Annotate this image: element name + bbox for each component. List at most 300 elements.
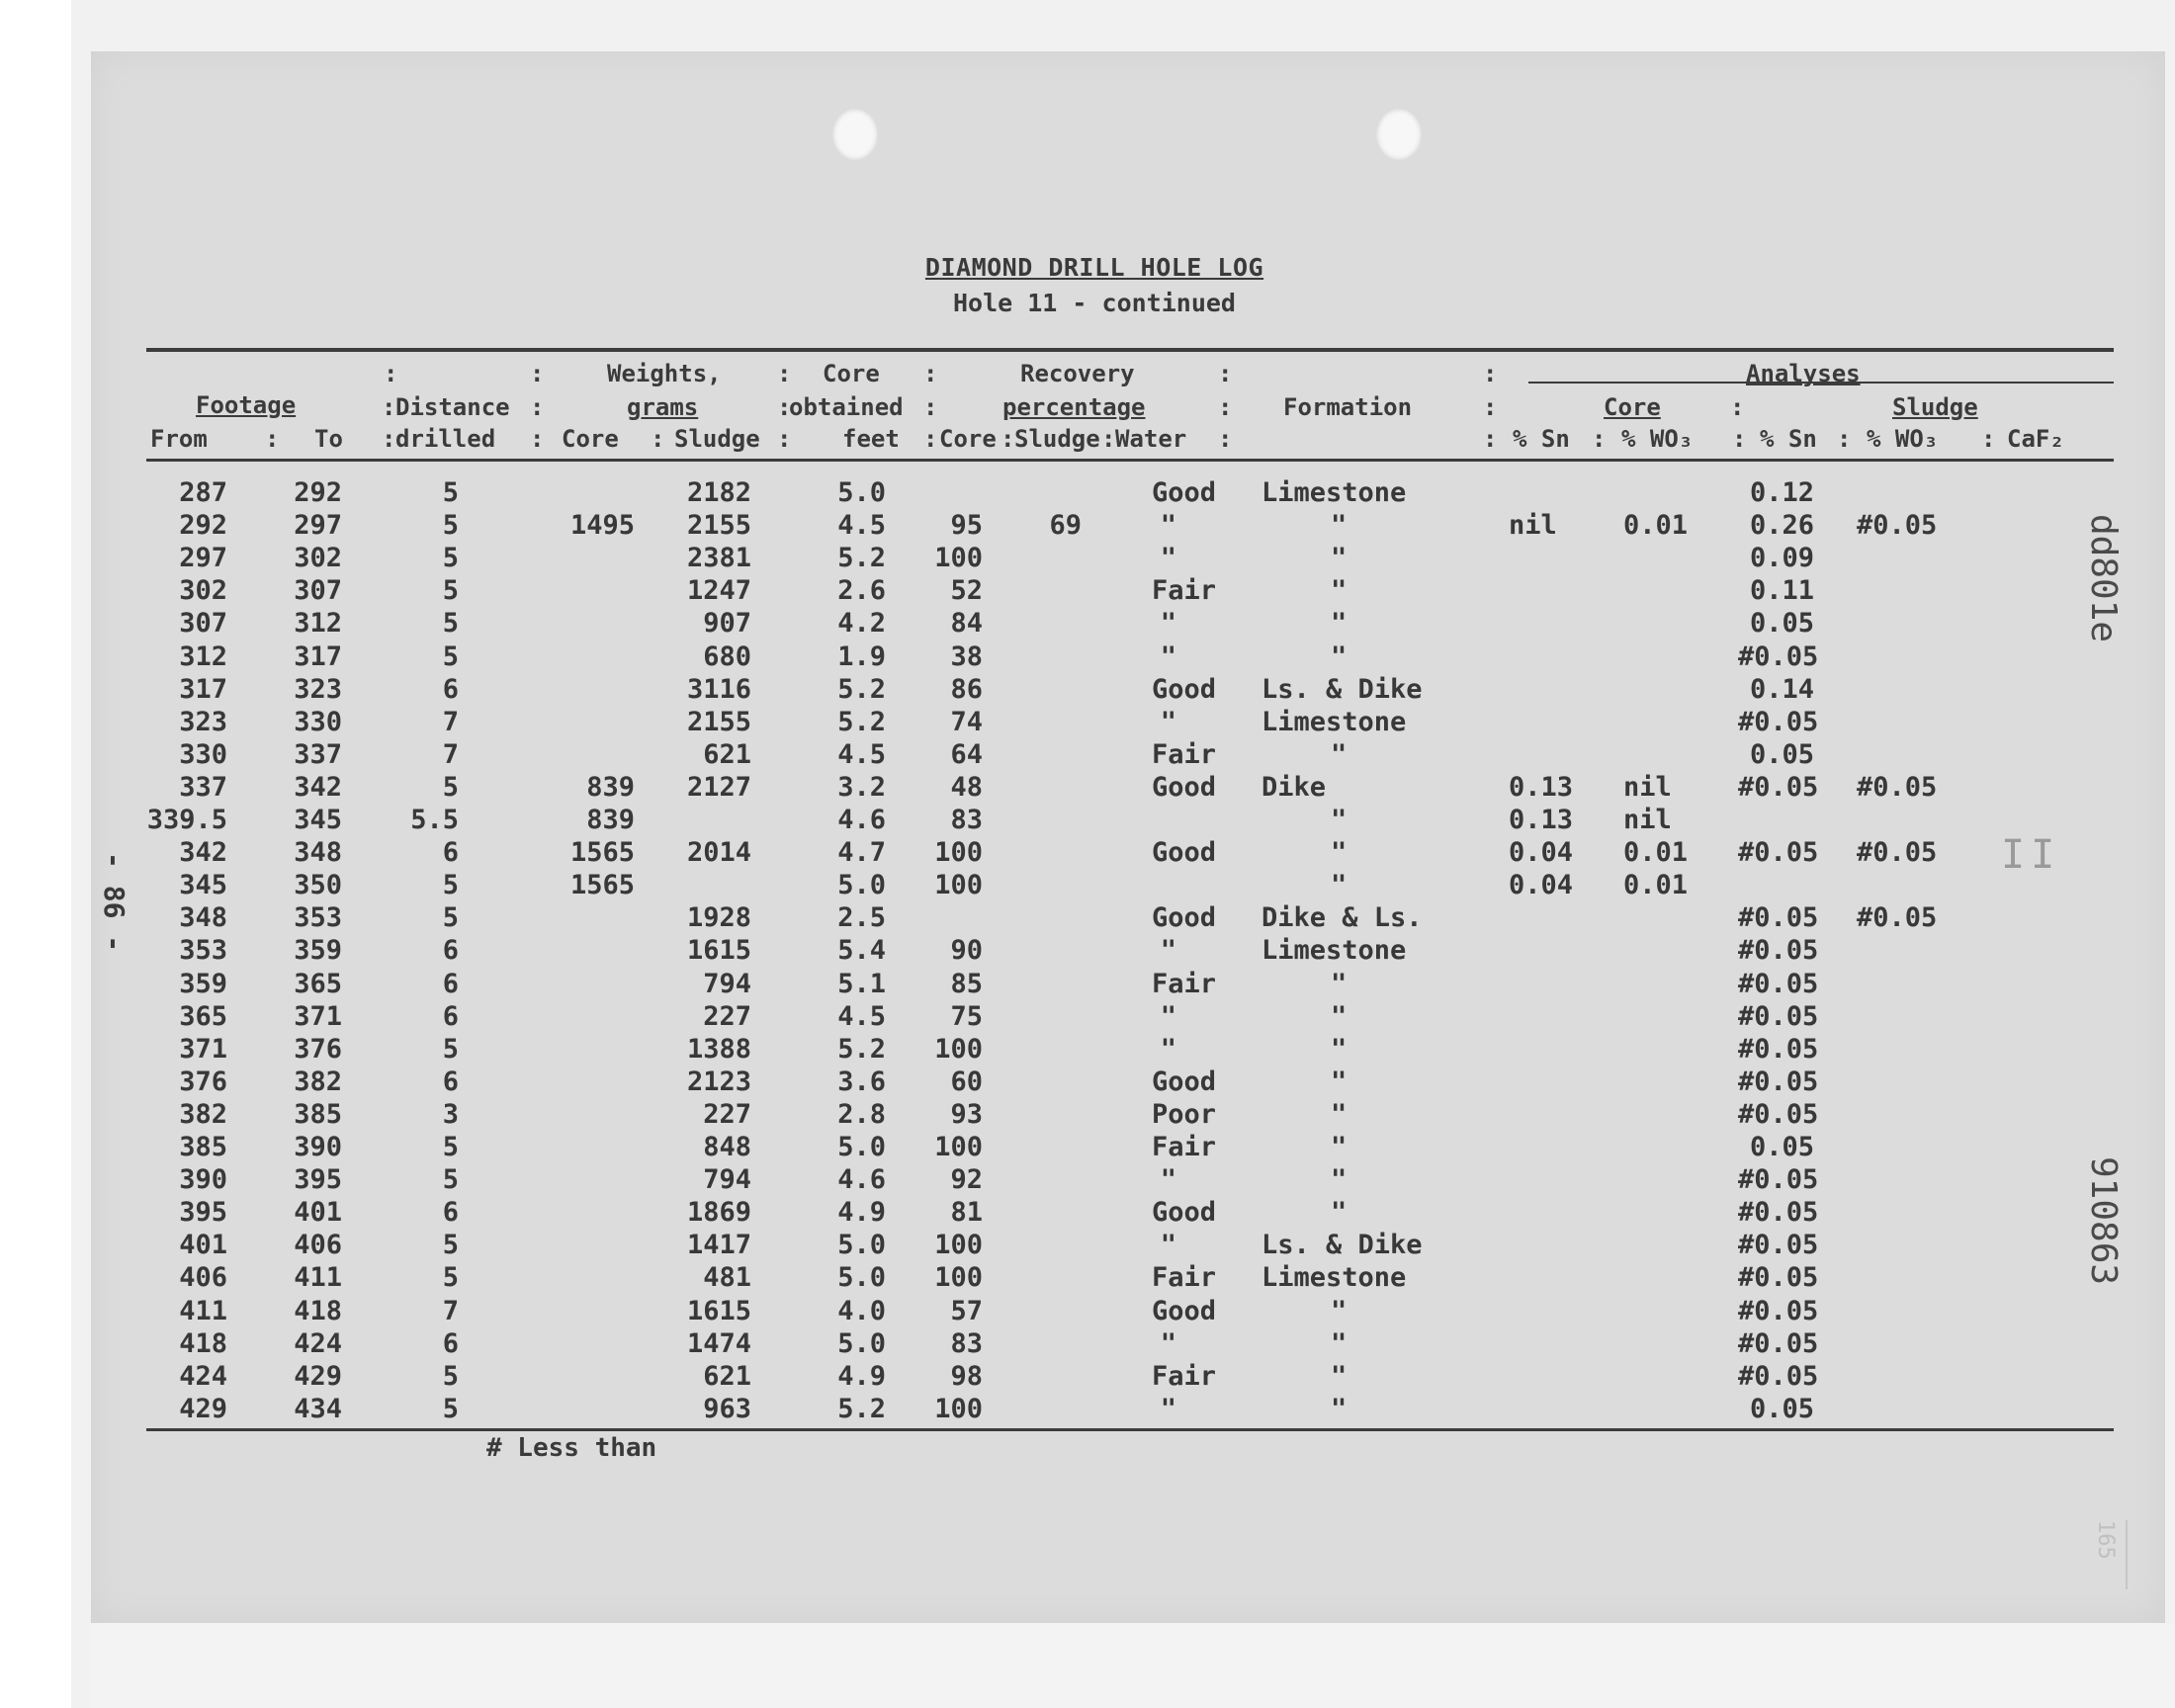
cell-formation: " [1331,1327,1348,1359]
document-title: DIAMOND DRILL HOLE LOG [924,253,1264,282]
cell-recovery-core: 74 [950,706,983,737]
cell-sludge-sn: #0.05 [1738,1066,1819,1097]
cell-to: 312 [294,608,342,640]
cell-weight-sludge: 1869 [686,1197,751,1229]
cell-from: 323 [179,706,227,737]
cell-formation: " [1331,837,1348,869]
cell-distance: 5 [442,477,459,508]
cell-sludge-wo3: #0.05 [1857,902,1938,934]
header-bottom-rule [146,459,2114,462]
table-row [0,1066,2175,1098]
cell-from: 359 [179,968,227,999]
cell-formation: Limestone [1262,1262,1407,1294]
header-footage: Footage [196,391,297,419]
cell-to: 418 [294,1295,342,1326]
cell-formation: " [1331,870,1348,901]
cell-core-wo3: 0.01 [1623,837,1689,869]
cell-to: 323 [294,673,342,705]
cell-distance: 5 [442,510,459,542]
header-colon: : [923,360,938,387]
cell-recovery-core: 83 [950,805,983,835]
cell-recovery-water: " [1160,1000,1176,1032]
cell-weight-sludge: 680 [703,640,751,672]
cell-core-feet: 5.0 [837,1327,886,1359]
cell-distance: 6 [442,1197,459,1229]
cell-to: 424 [294,1327,342,1359]
cell-to: 434 [294,1393,342,1424]
header-core-wo3: % WO₃ [1621,425,1694,453]
cell-recovery-water: Fair [1151,968,1216,999]
cell-weight-sludge: 2155 [686,510,751,542]
cell-core-feet: 4.6 [837,805,886,835]
cell-core-feet: 4.9 [837,1360,886,1392]
cell-weight-core: 1495 [569,510,635,542]
table-top-rule [146,348,2114,352]
cell-core-sn: 0.13 [1509,805,1574,835]
cell-to: 401 [294,1197,342,1229]
header-colon: : [1218,425,1233,453]
header-colon: : [651,425,665,453]
cell-core-wo3: nil [1623,771,1672,803]
cell-distance: 5 [442,902,459,934]
cell-weight-sludge: 227 [703,1000,751,1032]
cell-from: 337 [179,771,227,803]
cell-sludge-wo3: #0.05 [1857,837,1938,869]
header-sludge-wo3: % WO₃ [1867,425,1939,453]
cell-recovery-water: Good [1151,1066,1216,1097]
corner-mark [2088,1520,2128,1589]
cell-recovery-core: 100 [934,1230,983,1261]
cell-distance: 7 [442,1295,459,1326]
cell-sludge-sn: #0.05 [1738,968,1819,999]
cell-from: 371 [179,1033,227,1065]
cell-to: 390 [294,1132,342,1162]
cell-core-sn: 0.04 [1509,837,1574,869]
cell-formation: " [1331,1164,1348,1196]
cell-recovery-water: " [1160,543,1176,574]
cell-formation: Dike & Ls. [1262,902,1423,934]
cell-to: 317 [294,640,342,672]
table-row [0,968,2175,1000]
cell-distance: 6 [442,1066,459,1097]
cell-recovery-core: 52 [950,575,983,607]
cell-formation: Limestone [1262,477,1407,508]
cell-core-feet: 2.8 [837,1098,886,1130]
cell-distance: 6 [442,837,459,869]
header-rec-sludge: Sludge [1014,425,1100,453]
cell-core-feet: 5.2 [837,673,886,705]
cell-core-feet: 5.4 [837,935,886,967]
cell-weight-sludge: 2182 [686,477,751,508]
punch-hole-left [832,109,878,160]
header-formation: Formation [1283,393,1413,421]
table-row [0,476,2175,509]
cell-formation: Limestone [1262,706,1407,737]
cell-weight-sludge: 2127 [686,771,751,803]
cell-formation: Ls. & Dike [1262,1230,1423,1261]
header-colon: : [1483,393,1498,421]
page-number: - 86 - [98,852,130,953]
cell-sludge-sn: #0.05 [1738,1164,1819,1196]
margin-mark: II [2001,832,2061,878]
header-colon: : [1981,425,1996,453]
header-percentage: percentage [1002,393,1146,421]
cell-recovery-core: 64 [950,738,983,770]
header-colon: : [1218,360,1233,387]
header-grams: grams [627,393,699,421]
cell-recovery-water: " [1160,640,1176,672]
cell-recovery-water: Good [1151,771,1216,803]
header-colon: : [382,425,396,453]
cell-distance: 5 [442,608,459,640]
cell-sludge-wo3: #0.05 [1857,771,1938,803]
header-colon: : [1483,425,1498,453]
cell-sludge-sn: #0.05 [1738,1033,1819,1065]
table-row [0,1295,2175,1327]
cell-distance: 5 [442,1262,459,1294]
cell-distance: 5 [442,640,459,672]
table-row [0,1393,2175,1425]
cell-recovery-core: 100 [934,1262,983,1294]
cell-distance: 5 [442,1132,459,1162]
cell-to: 376 [294,1033,342,1065]
cell-recovery-core: 100 [934,870,983,901]
corner-mark-text: 165 [2093,1520,2118,1560]
cell-sludge-wo3: #0.05 [1857,510,1938,542]
cell-formation: " [1331,1197,1348,1229]
cell-to: 302 [294,543,342,574]
cell-recovery-water: Good [1151,902,1216,934]
header-weights-sludge: Sludge [674,425,760,453]
cell-formation: " [1331,575,1348,607]
cell-recovery-core: 100 [934,543,983,574]
header-colon: : [530,393,545,421]
cell-to: 330 [294,706,342,737]
cell-from: 395 [179,1197,227,1229]
cell-formation: Dike [1262,771,1327,803]
cell-sludge-sn: #0.05 [1738,1295,1819,1326]
cell-formation: " [1331,805,1348,835]
cell-distance: 5 [442,543,459,574]
header-from: From [150,425,208,453]
header-drilled: drilled [395,425,496,453]
cell-from: 317 [179,673,227,705]
header-obtained: obtained [789,393,904,421]
table-row [0,706,2175,738]
cell-formation: " [1331,510,1348,542]
header-colon: : [384,360,398,387]
cell-core-feet: 5.0 [837,1230,886,1261]
cell-recovery-water: Good [1151,673,1216,705]
cell-weight-sludge: 1388 [686,1033,751,1065]
cell-to: 307 [294,575,342,607]
cell-weight-sludge: 963 [703,1393,751,1424]
cell-recovery-core: 60 [950,1066,983,1097]
cell-distance: 5 [442,1033,459,1065]
cell-formation: Ls. & Dike [1262,673,1423,705]
cell-formation: " [1331,1295,1348,1326]
cell-to: 382 [294,1066,342,1097]
cell-sludge-sn: #0.05 [1738,902,1819,934]
cell-formation: " [1331,1098,1348,1130]
cell-core-feet: 4.0 [837,1295,886,1326]
cell-sludge-sn: #0.05 [1738,1000,1819,1032]
header-colon: : [1218,393,1233,421]
cell-sludge-sn: 0.14 [1750,673,1815,705]
cell-weight-sludge: 2014 [686,837,751,869]
header-colon: : [777,425,792,453]
cell-to: 350 [294,870,342,901]
header-colon: : [777,360,792,387]
cell-recovery-sludge: 69 [1049,510,1082,542]
cell-from: 390 [179,1164,227,1196]
cell-core-feet: 4.5 [837,510,886,542]
header-colon: : [265,425,280,453]
cell-distance: 5 [442,1230,459,1261]
cell-from: 429 [179,1393,227,1424]
cell-weight-sludge: 848 [703,1132,751,1162]
header-weights: Weights, [607,360,722,387]
cell-weight-sludge: 1247 [686,575,751,607]
cell-core-feet: 2.6 [837,575,886,607]
table-row [0,771,2175,804]
cell-recovery-water: " [1160,1393,1176,1424]
cell-to: 348 [294,837,342,869]
cell-weight-core: 839 [586,805,635,835]
header-sludge-sn: % Sn [1760,425,1817,453]
cell-sludge-sn: 0.26 [1750,510,1815,542]
cell-to: 337 [294,738,342,770]
cell-weight-sludge: 621 [703,1360,751,1392]
cell-recovery-water: " [1160,935,1176,967]
cell-sludge-sn: #0.05 [1738,1197,1819,1229]
cell-core-feet: 2.5 [837,902,886,934]
table-row [0,1131,2175,1163]
header-colon: : [1000,425,1015,453]
cell-sludge-sn: #0.05 [1738,837,1819,869]
cell-from: 302 [179,575,227,607]
cell-to: 371 [294,1000,342,1032]
cell-from: 424 [179,1360,227,1392]
cell-formation: " [1331,738,1348,770]
cell-sludge-sn: 0.05 [1750,1393,1815,1424]
cell-distance: 5 [442,1164,459,1196]
cell-formation: " [1331,1066,1348,1097]
cell-distance: 6 [442,968,459,999]
footnote: # Less than [486,1433,657,1463]
cell-from: 297 [179,543,227,574]
cell-core-feet: 5.2 [837,1033,886,1065]
cell-distance: 6 [442,673,459,705]
cell-from: 339.5 [146,805,227,835]
cell-sludge-sn: #0.05 [1738,706,1819,737]
cell-from: 376 [179,1066,227,1097]
cell-core-feet: 5.0 [837,870,886,901]
cell-to: 395 [294,1164,342,1196]
header-colon: : [1732,425,1747,453]
cell-distance: 6 [442,935,459,967]
cell-to: 359 [294,935,342,967]
cell-weight-sludge: 794 [703,968,751,999]
cell-weight-sludge: 2155 [686,706,751,737]
cell-recovery-core: 100 [934,1033,983,1065]
table-row [0,869,2175,901]
cell-core-feet: 3.6 [837,1066,886,1097]
cell-recovery-core: 93 [950,1098,983,1130]
table-bottom-rule [146,1428,2114,1431]
cell-from: 382 [179,1098,227,1130]
cell-distance: 5 [442,1360,459,1392]
cell-distance: 6 [442,1327,459,1359]
cell-recovery-water: " [1160,1230,1176,1261]
cell-sludge-sn: 0.09 [1750,543,1815,574]
cell-weight-sludge: 1615 [686,935,751,967]
cell-recovery-water: Fair [1151,738,1216,770]
cell-recovery-core: 81 [950,1197,983,1229]
cell-sludge-sn: 0.05 [1750,1132,1815,1162]
document-subtitle: Hole 11 - continued [953,289,1236,317]
cell-core-wo3: 0.01 [1623,510,1689,542]
header-colon: : [923,393,938,421]
cell-recovery-water: " [1160,1164,1176,1196]
cell-recovery-water: " [1160,1327,1176,1359]
table-row [0,934,2175,967]
cell-core-feet: 4.9 [837,1197,886,1229]
table-row [0,901,2175,934]
header-analyses-core: Core [1604,393,1661,421]
cell-formation: " [1331,968,1348,999]
header-core-sn: % Sn [1513,425,1570,453]
table-row [0,640,2175,673]
table-row [0,1033,2175,1066]
cell-recovery-water: Fair [1151,1132,1216,1162]
cell-formation: " [1331,1393,1348,1424]
cell-to: 406 [294,1230,342,1261]
table-row [0,1261,2175,1294]
cell-recovery-core: 38 [950,640,983,672]
cell-to: 345 [294,805,342,835]
cell-from: 307 [179,608,227,640]
cell-distance: 5 [442,1393,459,1424]
cell-recovery-core: 92 [950,1164,983,1196]
header-feet: feet [842,425,900,453]
cell-from: 287 [179,477,227,508]
cell-core-feet: 5.2 [837,706,886,737]
cell-to: 292 [294,477,342,508]
table-row [0,738,2175,771]
cell-recovery-water: Good [1151,477,1216,508]
cell-formation: Limestone [1262,935,1407,967]
header-colon: : [923,425,938,453]
cell-recovery-core: 98 [950,1360,983,1392]
cell-recovery-core: 48 [950,771,983,803]
cell-distance: 5 [442,771,459,803]
header-colon: : [1483,360,1498,387]
header-colon: : [1730,393,1745,421]
cell-from: 345 [179,870,227,901]
header-colon: : [530,360,545,387]
cell-to: 411 [294,1262,342,1294]
cell-recovery-water: Fair [1151,575,1216,607]
header-colon: : [1837,425,1852,453]
cell-core-wo3: 0.01 [1623,870,1689,901]
cell-recovery-core: 100 [934,1393,983,1424]
cell-to: 385 [294,1098,342,1130]
cell-formation: " [1331,1000,1348,1032]
cell-formation: " [1331,1033,1348,1065]
cell-formation: " [1331,543,1348,574]
header-analyses-sludge: Sludge [1892,393,1978,421]
cell-core-feet: 4.2 [837,608,886,640]
cell-recovery-water: " [1160,706,1176,737]
cell-weight-sludge: 907 [703,608,751,640]
cell-core-feet: 5.0 [837,477,886,508]
table-row [0,1360,2175,1393]
cell-core-feet: 4.5 [837,738,886,770]
cell-core-sn: nil [1509,510,1557,542]
cell-from: 348 [179,902,227,934]
cell-sludge-sn: #0.05 [1738,771,1819,803]
cell-to: 429 [294,1360,342,1392]
cell-distance: 7 [442,738,459,770]
cell-weight-sludge: 3116 [686,673,751,705]
cell-weight-core: 1565 [569,837,635,869]
cell-distance: 5.5 [410,805,459,835]
cell-core-feet: 5.0 [837,1132,886,1162]
cell-formation: " [1331,608,1348,640]
cell-recovery-water: Good [1151,1295,1216,1326]
cell-core-feet: 4.6 [837,1164,886,1196]
cell-formation: " [1331,1360,1348,1392]
table-row [0,836,2175,869]
cell-weight-core: 839 [586,771,635,803]
cell-core-feet: 4.5 [837,1000,886,1032]
margin-stamp-bottom: 910863 [2083,1156,2124,1286]
cell-recovery-water: Fair [1151,1262,1216,1294]
header-colon: : [1101,425,1116,453]
cell-recovery-core: 95 [950,510,983,542]
cell-distance: 3 [442,1098,459,1130]
cell-sludge-sn: #0.05 [1738,1230,1819,1261]
table-row [0,1196,2175,1229]
cell-weight-sludge: 1928 [686,902,751,934]
cell-weight-sludge: 1615 [686,1295,751,1326]
table-row [0,574,2175,607]
table-row [0,542,2175,574]
cell-core-sn: 0.13 [1509,771,1574,803]
cell-weight-sludge: 794 [703,1164,751,1196]
cell-recovery-core: 100 [934,1132,983,1162]
cell-recovery-core: 84 [950,608,983,640]
header-recovery: Recovery [1020,360,1135,387]
scanner-bed [91,1623,2175,1708]
cell-from: 312 [179,640,227,672]
cell-recovery-core: 83 [950,1327,983,1359]
cell-from: 342 [179,837,227,869]
header-colon: : [382,393,396,421]
cell-core-feet: 5.1 [837,968,886,999]
table-row [0,804,2175,836]
table-row [0,1229,2175,1261]
table-row [0,509,2175,542]
cell-recovery-core: 85 [950,968,983,999]
cell-core-feet: 3.2 [837,771,886,803]
cell-recovery-water: " [1160,1033,1176,1065]
cell-sludge-sn: 0.05 [1750,608,1815,640]
cell-sludge-sn: #0.05 [1738,935,1819,967]
cell-distance: 5 [442,870,459,901]
cell-sludge-sn: 0.12 [1750,477,1815,508]
